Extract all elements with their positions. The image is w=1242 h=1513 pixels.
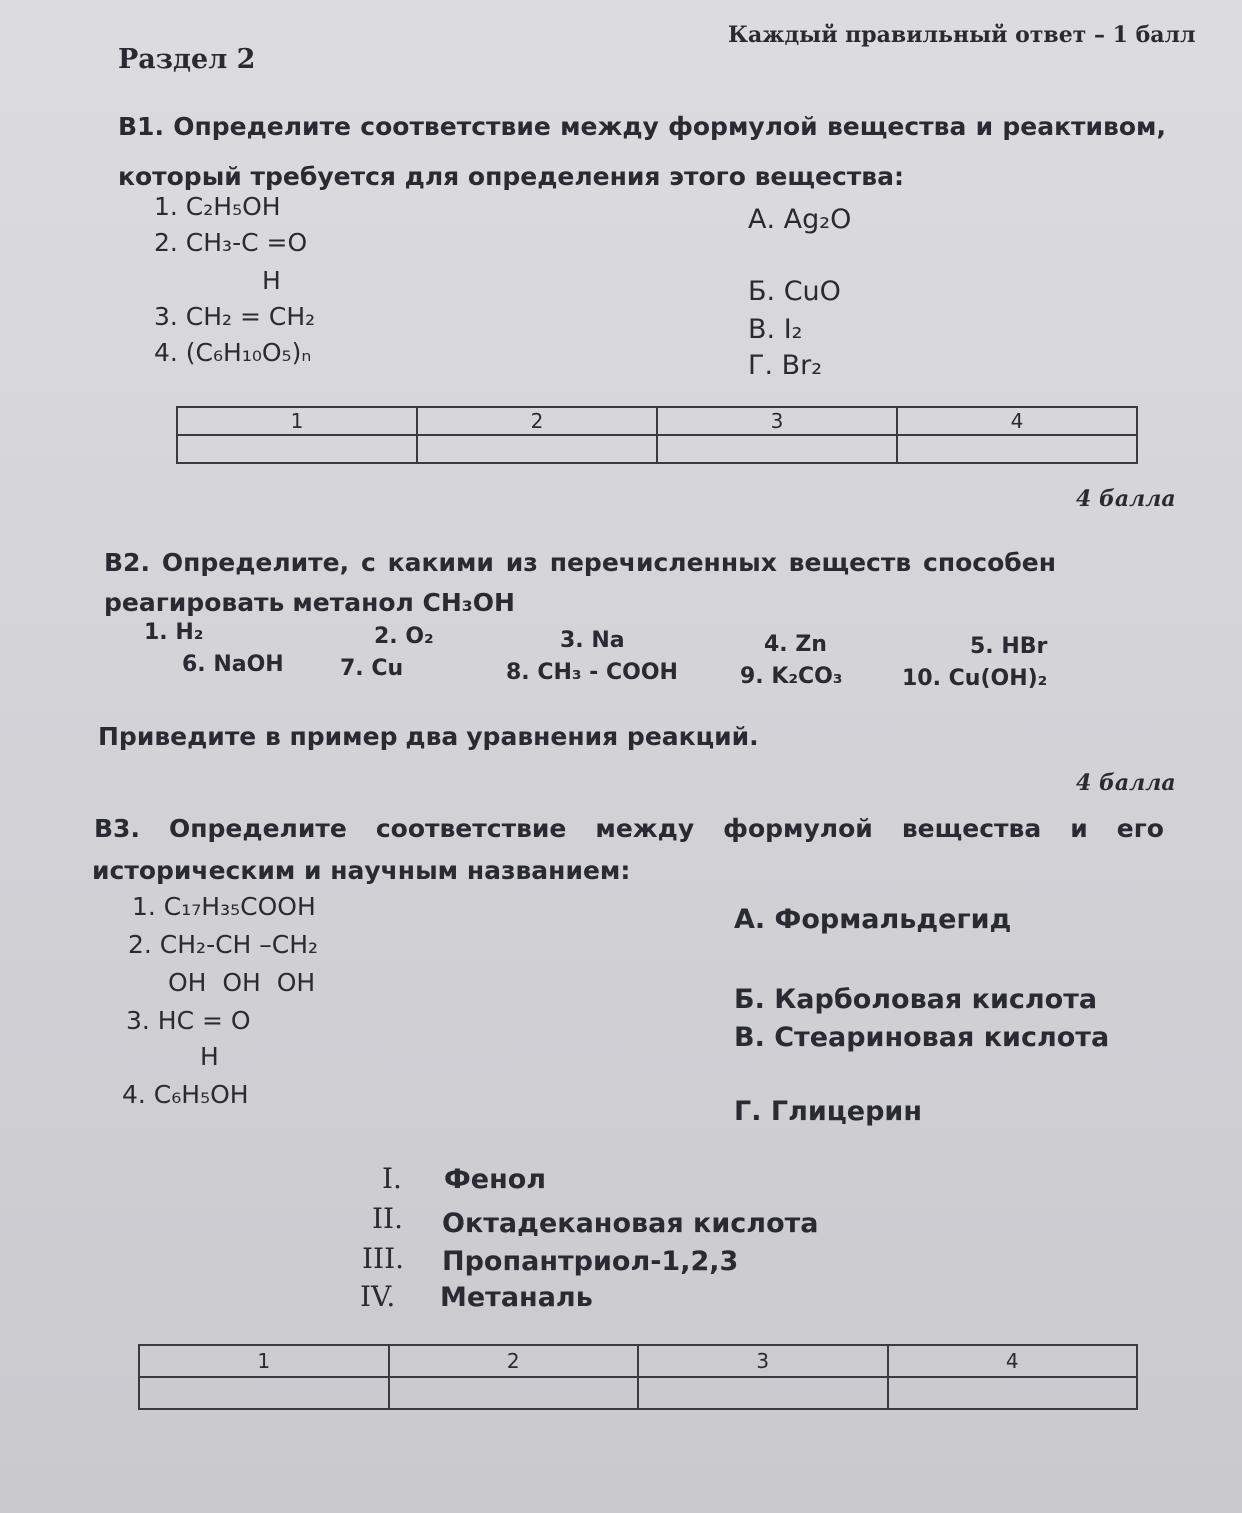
b2-task-suffix: уравнения реакций. (466, 722, 759, 751)
b3-option-g: Г. Глицерин (734, 1096, 922, 1127)
b2-task (98, 722, 759, 751)
b2-task-bold: два (405, 722, 459, 751)
b2-substance-5: 5. HBr (970, 634, 1048, 659)
b2-question-text: Определите, с какими из перечисленных веществ способен (161, 548, 1056, 577)
b1-question-line1 (118, 112, 1166, 141)
b1-answer-cell-3[interactable] (657, 435, 897, 463)
b2-substance-4: 4. Zn (764, 632, 827, 657)
b1-answer-cell-2[interactable] (417, 435, 657, 463)
b3-answer-cell-1[interactable] (139, 1377, 389, 1409)
b3-roman-1: I. (382, 1162, 402, 1195)
b1-option-b: Б. CuO (748, 276, 841, 307)
b3-item-4: 4. C₆H₅OH (122, 1080, 249, 1109)
b1-label: В1. (118, 112, 164, 141)
b3-roman-4: IV. (360, 1280, 396, 1313)
b3-answer-table (138, 1344, 1138, 1410)
b3-option-a: А. Формальдегид (734, 904, 1012, 935)
b1-table-header-3: 3 (657, 407, 897, 435)
b2-substance-6: 6. NaOH (182, 652, 284, 677)
b1-answer-table (176, 406, 1138, 464)
b1-option-a: А. Ag₂O (748, 204, 852, 235)
b2-substance-1: 1. H₂ (144, 620, 204, 645)
section-title: Раздел 2 (118, 44, 256, 75)
b3-item-2-hydroxyls: OH OH OH (168, 968, 316, 997)
b1-answer-cell-4[interactable] (897, 435, 1137, 463)
b1-table-header-4: 4 (897, 407, 1137, 435)
b3-roman-name-1: Фенол (444, 1164, 547, 1195)
b3-option-b: Б. Карболовая кислота (734, 984, 1098, 1015)
b1-option-v: В. I₂ (748, 314, 803, 345)
b3-roman-3: III. (362, 1242, 405, 1275)
b2-substance-2: 2. O₂ (374, 624, 434, 649)
b3-answer-cell-2[interactable] (389, 1377, 639, 1409)
b3-table-header-2: 2 (389, 1345, 639, 1377)
b1-table-header-2: 2 (417, 407, 657, 435)
b3-roman-2: II. (372, 1202, 404, 1235)
b2-task-prefix: Приведите в пример (98, 722, 398, 751)
b2-substance-7: 7. Cu (340, 656, 404, 681)
b3-table-header-3: 3 (638, 1345, 888, 1377)
b1-points: 4 балла (1076, 486, 1176, 512)
b2-points: 4 балла (1076, 770, 1176, 796)
b1-question-line2: который требуется для определения этого вещества: (118, 162, 904, 191)
b3-answer-cell-3[interactable] (638, 1377, 888, 1409)
b3-item-1: 1. C₁₇H₃₅COOH (132, 892, 316, 921)
b1-item-1: 1. C₂H₅OH (154, 192, 281, 221)
b2-substance-8: 8. CH₃ - COOH (506, 660, 678, 685)
b3-question-line2: историческим и научным названием: (92, 856, 631, 885)
b3-item-3: 3. HC = O (126, 1006, 251, 1035)
b3-question-line1 (94, 814, 1164, 843)
b1-answer-cell-1[interactable] (177, 435, 417, 463)
b3-table-header-1: 1 (139, 1345, 389, 1377)
b2-question-line1 (104, 548, 1056, 577)
b1-question-text: Определите соответствие между формулой вещества и реактивом, (173, 112, 1166, 141)
b3-question-text: Определите соответствие между формулой вещества и его (169, 814, 1164, 843)
b3-answer-cell-4[interactable] (888, 1377, 1138, 1409)
b3-table-header-4: 4 (888, 1345, 1138, 1377)
b1-table-header-1: 1 (177, 407, 417, 435)
b2-substance-9: 9. K₂CO₃ (740, 664, 843, 689)
b1-item-2-hydrogen: H (262, 266, 281, 295)
b3-item-2: 2. CH₂-CH –CH₂ (128, 930, 319, 959)
b2-question-line2 (104, 588, 515, 617)
b3-roman-name-2: Октадекановая кислота (442, 1208, 819, 1239)
b3-option-v: В. Стеариновая кислота (734, 1022, 1110, 1053)
b3-item-3-hydrogen: H (200, 1042, 219, 1071)
b2-substance-10: 10. Cu(OH)₂ (902, 666, 1048, 691)
b1-item-2: 2. CH₃-C =O (154, 228, 308, 257)
b2-substance-3: 3. Na (560, 628, 625, 653)
b1-option-g: Г. Br₂ (748, 350, 823, 381)
b2-question-prefix: реагировать (104, 588, 285, 617)
b3-label: В3. (94, 814, 140, 843)
b3-roman-name-3: Пропантриол-1,2,3 (442, 1246, 739, 1277)
b1-item-4: 4. (C₆H₁₀O₅)ₙ (154, 338, 312, 367)
b1-item-3: 3. CH₂ = CH₂ (154, 302, 316, 331)
b2-label: В2. (104, 548, 150, 577)
b2-question-bold: метанол CH₃OH (292, 588, 515, 617)
scoring-note: Каждый правильный ответ – 1 балл (728, 22, 1196, 48)
b3-roman-name-4: Метаналь (440, 1282, 593, 1313)
